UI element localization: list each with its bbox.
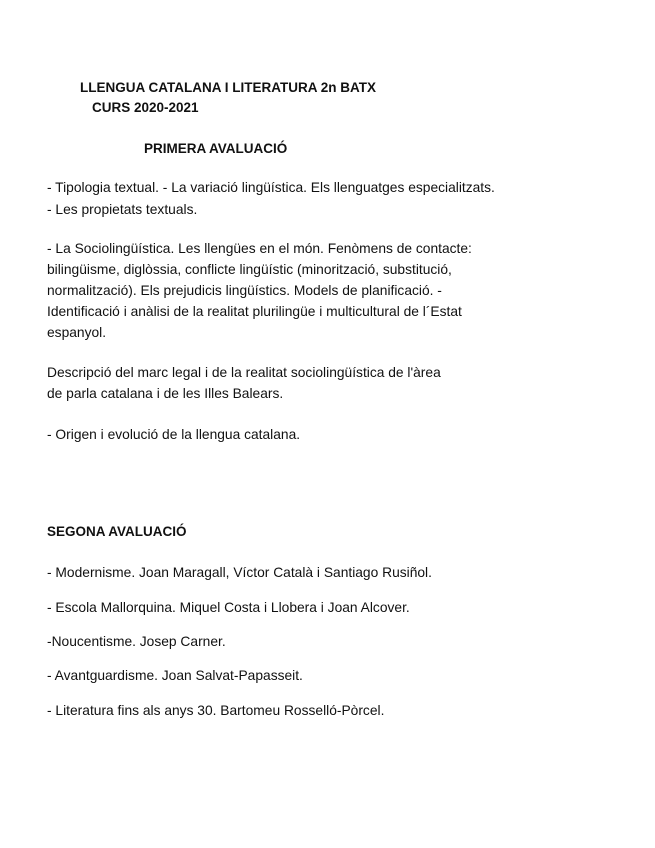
first-term-line: Identificació i anàlisi de la realitat plurilingüe i multicultural de l´Estat: [47, 304, 462, 319]
first-term-line: espanyol.: [47, 325, 107, 340]
first-term-line: Descripció del marc legal i de la realitat sociolingüística de l'àrea: [47, 365, 441, 380]
first-term-line: normalització). Els prejudicis lingüístics. Models de planificació. -: [47, 283, 442, 298]
second-term-line: - Escola Mallorquina. Miquel Costa i Llobera i Joan Alcover.: [47, 600, 410, 615]
first-term-heading: PRIMERA AVALUACIÓ: [144, 141, 288, 156]
first-term-line: - Les propietats textuals.: [47, 202, 198, 217]
second-term-line: - Avantguardisme. Joan Salvat-Papasseit.: [47, 668, 303, 683]
second-term-line: - Literatura fins als anys 30. Bartomeu Rosselló-Pòrcel.: [47, 703, 385, 718]
first-term-line: bilingüisme, diglòssia, conflicte lingüístic (minorització, substitució,: [47, 262, 452, 277]
first-term-line: - Origen i evolució de la llengua catalana.: [47, 427, 301, 442]
document-title: LLENGUA CATALANA I LITERATURA 2n BATX: [80, 80, 376, 95]
second-term-heading: SEGONA AVALUACIÓ: [47, 524, 187, 539]
course-year: CURS 2020-2021: [92, 100, 199, 115]
first-term-line: de parla catalana i de les Illes Balears.: [47, 386, 284, 401]
second-term-line: - Modernisme. Joan Maragall, Víctor Català i Santiago Rusiñol.: [47, 565, 432, 580]
first-term-line: - Tipologia textual. - La variació lingüística. Els llenguatges especialitzats.: [47, 180, 495, 195]
first-term-line: - La Sociolingüística. Les llengües en el món. Fenòmens de contacte:: [47, 241, 472, 256]
second-term-line: -Noucentisme. Josep Carner.: [47, 634, 226, 649]
